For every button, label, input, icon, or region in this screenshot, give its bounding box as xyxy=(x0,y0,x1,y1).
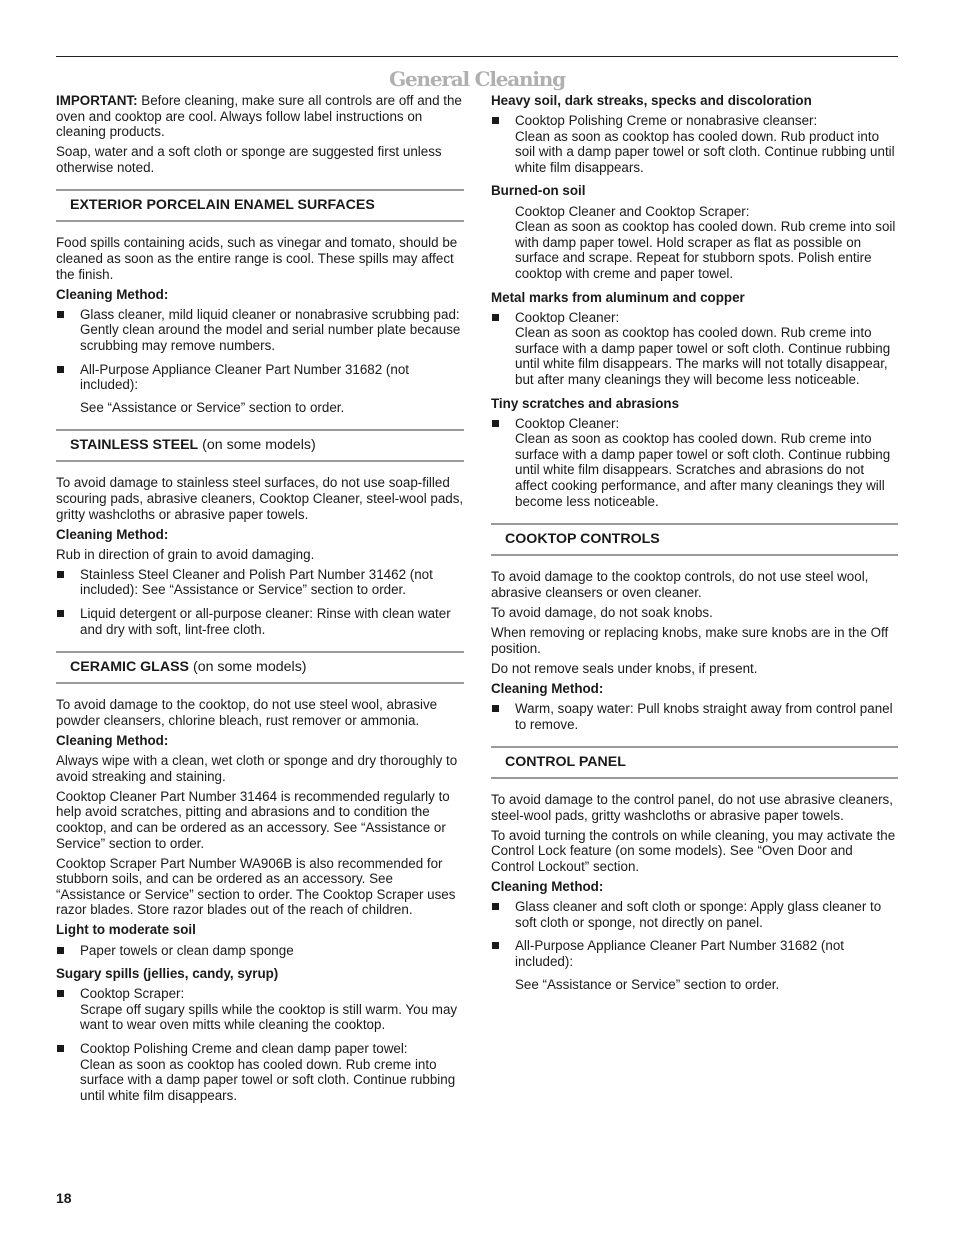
list-item-text: All-Purpose Appliance Cleaner Part Number 31682 (not included): xyxy=(80,361,409,393)
bullet-square-icon xyxy=(492,903,499,910)
ceramic-paragraph-3: Cooktop Scraper Part Number WA906B is also recommended for stubborn soils, and can be ordered as an accessory. See “Assistance or Service” section to order. The Cooktop Scraper uses razor blades. Store razor blades out of the reach of children. xyxy=(56,855,456,918)
bullet-square-icon xyxy=(57,571,64,578)
list-item-text: Stainless Steel Cleaner and Polish Part Number 31462 (not included): See “Assistance or Service” section to order. xyxy=(80,566,433,598)
control-panel-heading-text: CONTROL PANEL xyxy=(505,754,626,771)
list-item-text: Clean as soon as cooktop has cooled down. Rub creme into surface with a damp paper towel or soft cloth. Continue rubbing until white film disappears. xyxy=(80,1056,456,1103)
list-item-title: Cooktop Scraper: xyxy=(80,986,185,1002)
exterior-see-note: See “Assistance or Service” section to order. xyxy=(80,399,345,415)
list-item-text: Clean as soon as cooktop has cooled down. Rub creme into surface with a damp paper towel or soft cloth. Continue rubbing until white film disappears. Scratches and abrasions do not affect cooking performance, and after many cleanings they will become less noticeable. xyxy=(515,431,891,509)
stainless-intro: To avoid damage to stainless steel surfaces, do not use soap-filled scouring pads, abrasive cleaners, Cooktop Cleaner, steel-wool pads, gritty washcloths or abrasive paper towels. xyxy=(56,475,464,522)
list-item xyxy=(56,943,464,959)
list-item-text: All-Purpose Appliance Cleaner Part Number 31682 (not included): xyxy=(515,938,844,969)
control-panel-heading xyxy=(491,746,898,779)
metal-marks-label: Metal marks from aluminum and copper xyxy=(491,289,745,305)
list-item xyxy=(491,416,898,510)
stainless-heading-note: (on some models) xyxy=(198,437,316,454)
exterior-intro: Food spills containing acids, such as vinegar and tomato, should be cleaned as soon as the entire range is cool. These spills may affect the finish. xyxy=(56,235,458,282)
bullet-square-icon xyxy=(57,990,64,997)
ceramic-heading-text: CERAMIC GLASS xyxy=(70,659,190,676)
bullet-square-icon xyxy=(492,314,499,321)
controls-bullets xyxy=(491,701,898,732)
exterior-bullets xyxy=(56,307,464,393)
bullet-square-icon xyxy=(492,705,499,712)
list-item xyxy=(56,986,464,1033)
list-item xyxy=(56,362,464,393)
bullet-square-icon xyxy=(57,1045,64,1052)
burned-on-soil-text xyxy=(491,204,898,282)
stainless-rub-text: Rub in direction of grain to avoid damaging. xyxy=(56,546,315,562)
ceramic-paragraph-2: Cooktop Cleaner Part Number 31464 is recommended regularly to help avoid scratches, pitting and abrasions and to condition the cooktop, and can be ordered as an accessory. See “Assistance or Service” section to order. xyxy=(56,788,450,851)
controls-paragraph-1: To avoid damage to the cooktop controls, do not use steel wool, abrasive cleansers or oven cleaner. xyxy=(491,569,869,600)
burned-on-soil-title: Cooktop Cleaner and Cooktop Scraper: xyxy=(515,203,750,219)
panel-paragraph-1: To avoid damage to the control panel, do not use abrasive cleaners, steel-wool pads, gritty washcloths or abrasive paper towels. xyxy=(491,792,893,823)
page-number: 18 xyxy=(56,1190,72,1206)
controls-paragraph-2: To avoid damage, do not soak knobs. xyxy=(491,604,713,620)
list-item-text: Clean as soon as cooktop has cooled down. Rub creme into surface with a damp paper towel or soft cloth. Continue rubbing until white film disappears. The marks will not totally disappear, but after many cleanings they will become less noticeable. xyxy=(515,325,891,387)
important-label: IMPORTANT: xyxy=(56,93,138,108)
light-soil-bullets xyxy=(56,943,464,959)
ceramic-intro: To avoid damage to the cooktop, do not use steel wool, abrasive powder cleansers, chlorine bleach, rust remover or ammonia. xyxy=(56,697,438,728)
list-item-text: Liquid detergent or all-purpose cleaner: Rinse with clean water and dry with soft, lint-free cloth. xyxy=(80,606,451,637)
stainless-method-label: Cleaning Method: xyxy=(56,526,169,542)
bullet-square-icon xyxy=(57,366,64,373)
tiny-scratches-label: Tiny scratches and abrasions xyxy=(491,395,680,411)
exterior-heading-text: EXTERIOR PORCELAIN ENAMEL SURFACES xyxy=(70,197,375,214)
list-item xyxy=(56,606,464,637)
right-column xyxy=(491,93,898,1000)
tiny-scratches-bullets xyxy=(491,416,898,510)
exterior-method-label: Cleaning Method: xyxy=(56,286,169,302)
left-column xyxy=(56,93,464,1111)
stainless-heading-text: STAINLESS STEEL xyxy=(70,437,199,454)
ceramic-heading xyxy=(56,651,464,684)
important-text: Before cleaning, make sure all controls are off and the oven and cooktop are cool. Always follow label instructions on cleaning products. xyxy=(56,93,462,140)
controls-paragraph-4: Do not remove seals under knobs, if present. xyxy=(491,660,758,676)
list-item-text: Glass cleaner, mild liquid cleaner or nonabrasive scrubbing pad: Gently clean around the model and serial number plate because scrubbing may remove numbers. xyxy=(80,306,461,354)
list-item xyxy=(56,307,464,354)
list-item-title: Cooktop Cleaner: xyxy=(515,309,620,325)
list-item xyxy=(56,1041,464,1103)
ceramic-method-label: Cleaning Method: xyxy=(56,732,169,748)
exterior-heading xyxy=(56,189,464,222)
heavy-soil-bullets xyxy=(491,113,898,175)
cooktop-controls-heading-text: COOKTOP CONTROLS xyxy=(505,531,660,548)
cooktop-controls-heading xyxy=(491,523,898,556)
sugary-spills-label: Sugary spills (jellies, candy, syrup) xyxy=(56,966,279,982)
stainless-bullets xyxy=(56,567,464,637)
bullet-square-icon xyxy=(57,947,64,954)
soap-note: Soap, water and a soft cloth or sponge are suggested first unless otherwise noted. xyxy=(56,144,442,175)
list-item-text: Scrape off sugary spills while the cooktop is still warm. You may want to wear oven mitts while cleaning the cooktop. xyxy=(80,1001,458,1033)
list-item-text: Warm, soapy water: Pull knobs straight away from control panel to remove. xyxy=(515,700,893,732)
important-note xyxy=(56,93,464,140)
bullet-square-icon xyxy=(492,117,499,124)
controls-method-label: Cleaning Method: xyxy=(491,680,604,696)
bullet-square-icon xyxy=(57,610,64,617)
list-item xyxy=(491,938,898,969)
bullet-square-icon xyxy=(492,942,499,949)
panel-see-note: See “Assistance or Service” section to order. xyxy=(515,976,780,992)
top-rule xyxy=(56,56,898,57)
list-item-title: Cooktop Polishing Creme and clean damp paper towel: xyxy=(80,1041,408,1057)
stainless-heading xyxy=(56,429,464,462)
sugary-spills-bullets xyxy=(56,986,464,1103)
list-item-title: Cooktop Polishing Creme or nonabrasive cleanser: xyxy=(515,113,818,129)
list-item-text: Paper towels or clean damp sponge xyxy=(80,942,294,958)
list-item xyxy=(491,113,898,175)
burned-on-soil-label: Burned-on soil xyxy=(491,183,586,199)
list-item xyxy=(491,899,898,930)
list-item-text: Glass cleaner and soft cloth or sponge: Apply glass cleaner to soft cloth or sponge, not directly on panel. xyxy=(515,899,882,930)
list-item xyxy=(491,701,898,732)
panel-paragraph-2: To avoid turning the controls on while cleaning, you may activate the Control Lock feature (on some models). See “Oven Door and Control Lockout” section. xyxy=(491,827,896,874)
metal-marks-bullets xyxy=(491,310,898,388)
list-item-text: Clean as soon as cooktop has cooled down. Rub product into soil with a damp paper towel or soft cloth. Continue rubbing until white film disappears. xyxy=(515,128,895,175)
list-item xyxy=(491,310,898,388)
ceramic-paragraph-1: Always wipe with a clean, wet cloth or sponge and dry thoroughly to avoid streaking and staining. xyxy=(56,753,458,784)
list-item-title: Cooktop Cleaner: xyxy=(515,415,620,431)
controls-paragraph-3: When removing or replacing knobs, make sure knobs are in the Off position. xyxy=(491,625,889,656)
bullet-square-icon xyxy=(57,311,64,318)
panel-method-label: Cleaning Method: xyxy=(491,879,604,895)
heavy-soil-label: Heavy soil, dark streaks, specks and discoloration xyxy=(491,93,812,108)
burned-on-soil-body: Clean as soon as cooktop has cooled down. Rub creme into soil with damp paper towel. Hold scraper as flat as possible on surface and scrape. Repeat for stubborn spots. Polish entire cooktop with creme and paper towel. xyxy=(515,219,896,281)
page-title: General Cleaning xyxy=(389,67,565,91)
bullet-square-icon xyxy=(492,420,499,427)
ceramic-heading-note: (on some models) xyxy=(189,659,307,676)
panel-bullets xyxy=(491,899,898,969)
light-soil-label: Light to moderate soil xyxy=(56,922,196,938)
list-item xyxy=(56,567,464,598)
